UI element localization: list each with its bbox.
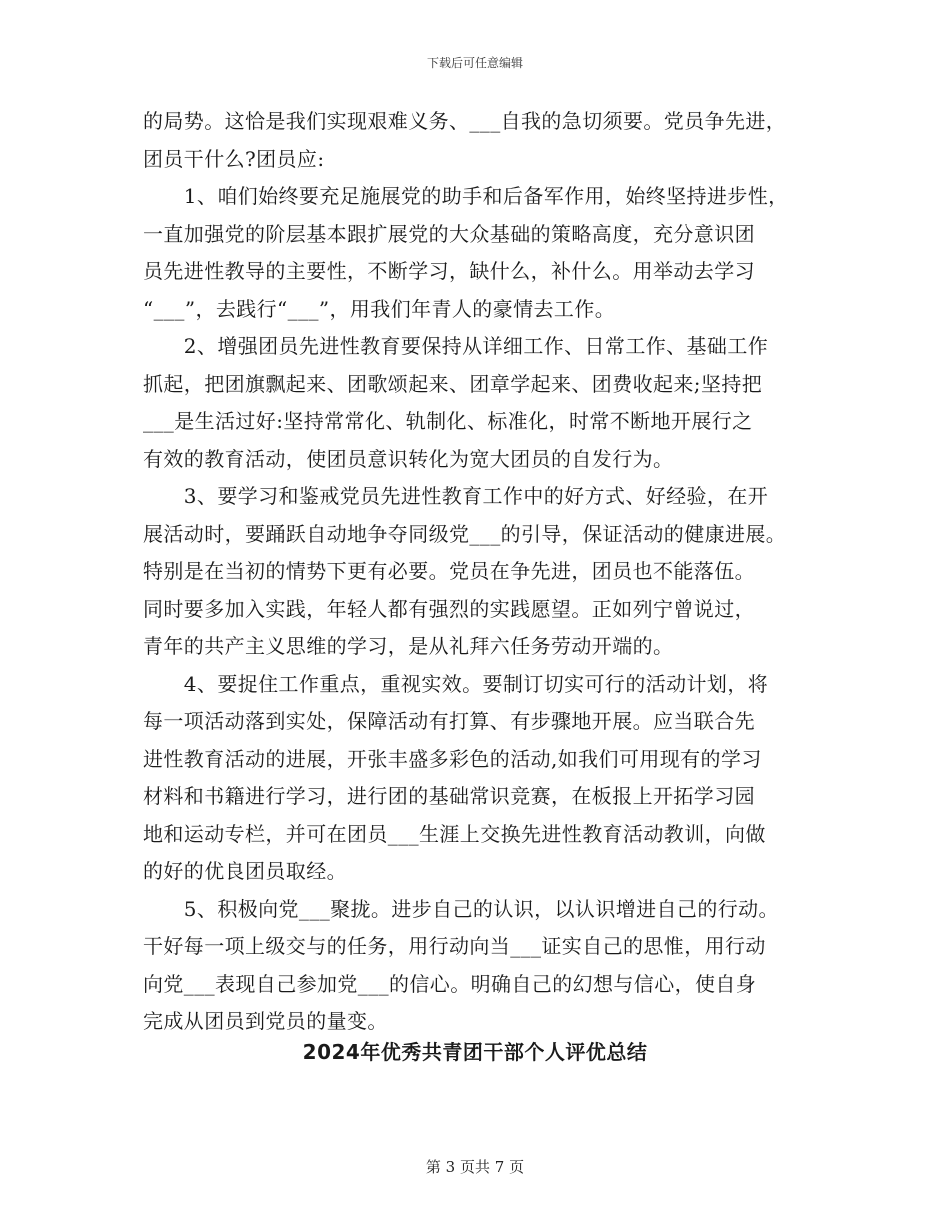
- text-line: 5、积极向党___聚拢。进步自己的认识，以认识增进自己的行动。: [143, 896, 779, 921]
- page-header: 下载后可任意编辑: [426, 56, 523, 70]
- text-line: 向党___表现自己参加党___的信心。明确自己的幻想与信心，使自身: [143, 971, 757, 996]
- section-title: 2024年优秀共青团干部个人评优总结: [302, 1040, 648, 1064]
- page-number: 第 3 页共 7 页: [425, 1158, 525, 1176]
- text-line: 青年的共产主义思维的学习，是从礼拜六任务劳动开端的。: [143, 634, 674, 658]
- text-line: 进性教育活动的进展，开张丰盛多彩色的活动,如我们可用现有的学习: [143, 746, 762, 771]
- text-line: 每一项活动落到实处，保障活动有打算、有步骤地开展。应当联合先: [143, 709, 755, 733]
- document-body: [143, 103, 823, 1041]
- text-line: 2、增强团员先进性教育要保持从详细工作、日常工作、基础工作: [143, 334, 769, 358]
- text-line: 抓起，把团旗飘起来、团歌颂起来、团章学起来、团费收起来;坚持把: [143, 371, 763, 396]
- text-line: ___是生活过好:坚持常常化、轨制化、标准化，时常不断地开展行之: [143, 409, 753, 433]
- text-line: 3、要学习和鉴戒党员先进性教育工作中的好方式、好经验，在开: [143, 484, 769, 508]
- text-line: 干好每一项上级交与的任务，用行动向当___证实自己的思惟，用行动: [143, 934, 766, 958]
- text-line: 特别是在当初的情势下更有必要。党员在争先进，团员也不能落伍。: [143, 559, 755, 583]
- text-line: “___”，去践行“___”，用我们年青人的豪情去工作。: [143, 296, 616, 321]
- text-line: 4、要捉住工作重点，重视实效。要制订切实可行的活动计划，将: [143, 671, 769, 696]
- text-line: 同时要多加入实践，年轻人都有强烈的实践愿望。正如列宁曾说过，: [143, 596, 755, 621]
- text-line: 有效的教育活动，使团员意识转化为宽大团员的自发行为。: [143, 446, 674, 471]
- text-line: 材料和书籍进行学习，进行团的基础常识竞赛，在板报上开拓学习园: [143, 784, 755, 808]
- text-line: 完成从团员到党员的量变。: [143, 1009, 388, 1033]
- text-line: 1、咱们始终要充足施展党的助手和后备军作用，始终坚持进步性，: [143, 184, 789, 208]
- text-line: 的好的优良团员取经。: [143, 859, 347, 883]
- text-line: 团员干什么?团员应:: [143, 146, 325, 171]
- text-line: 展活动时，要踊跃自动地争夺同级党___的引导，保证活动的健康进展。: [143, 521, 787, 546]
- text-line: 一直加强党的阶层基本跟扩展党的大众基础的策略高度，充分意识团: [143, 221, 755, 246]
- text-line: 地和运动专栏，并可在团员___生涯上交换先进性教育活动教训，向做: [143, 821, 766, 846]
- text-line: 员先进性教导的主要性，不断学习，缺什么，补什么。用举动去学习: [143, 259, 755, 283]
- text-line: 的局势。这恰是我们实现艰难义务、___自我的急切须要。党员争先进，: [143, 109, 787, 133]
